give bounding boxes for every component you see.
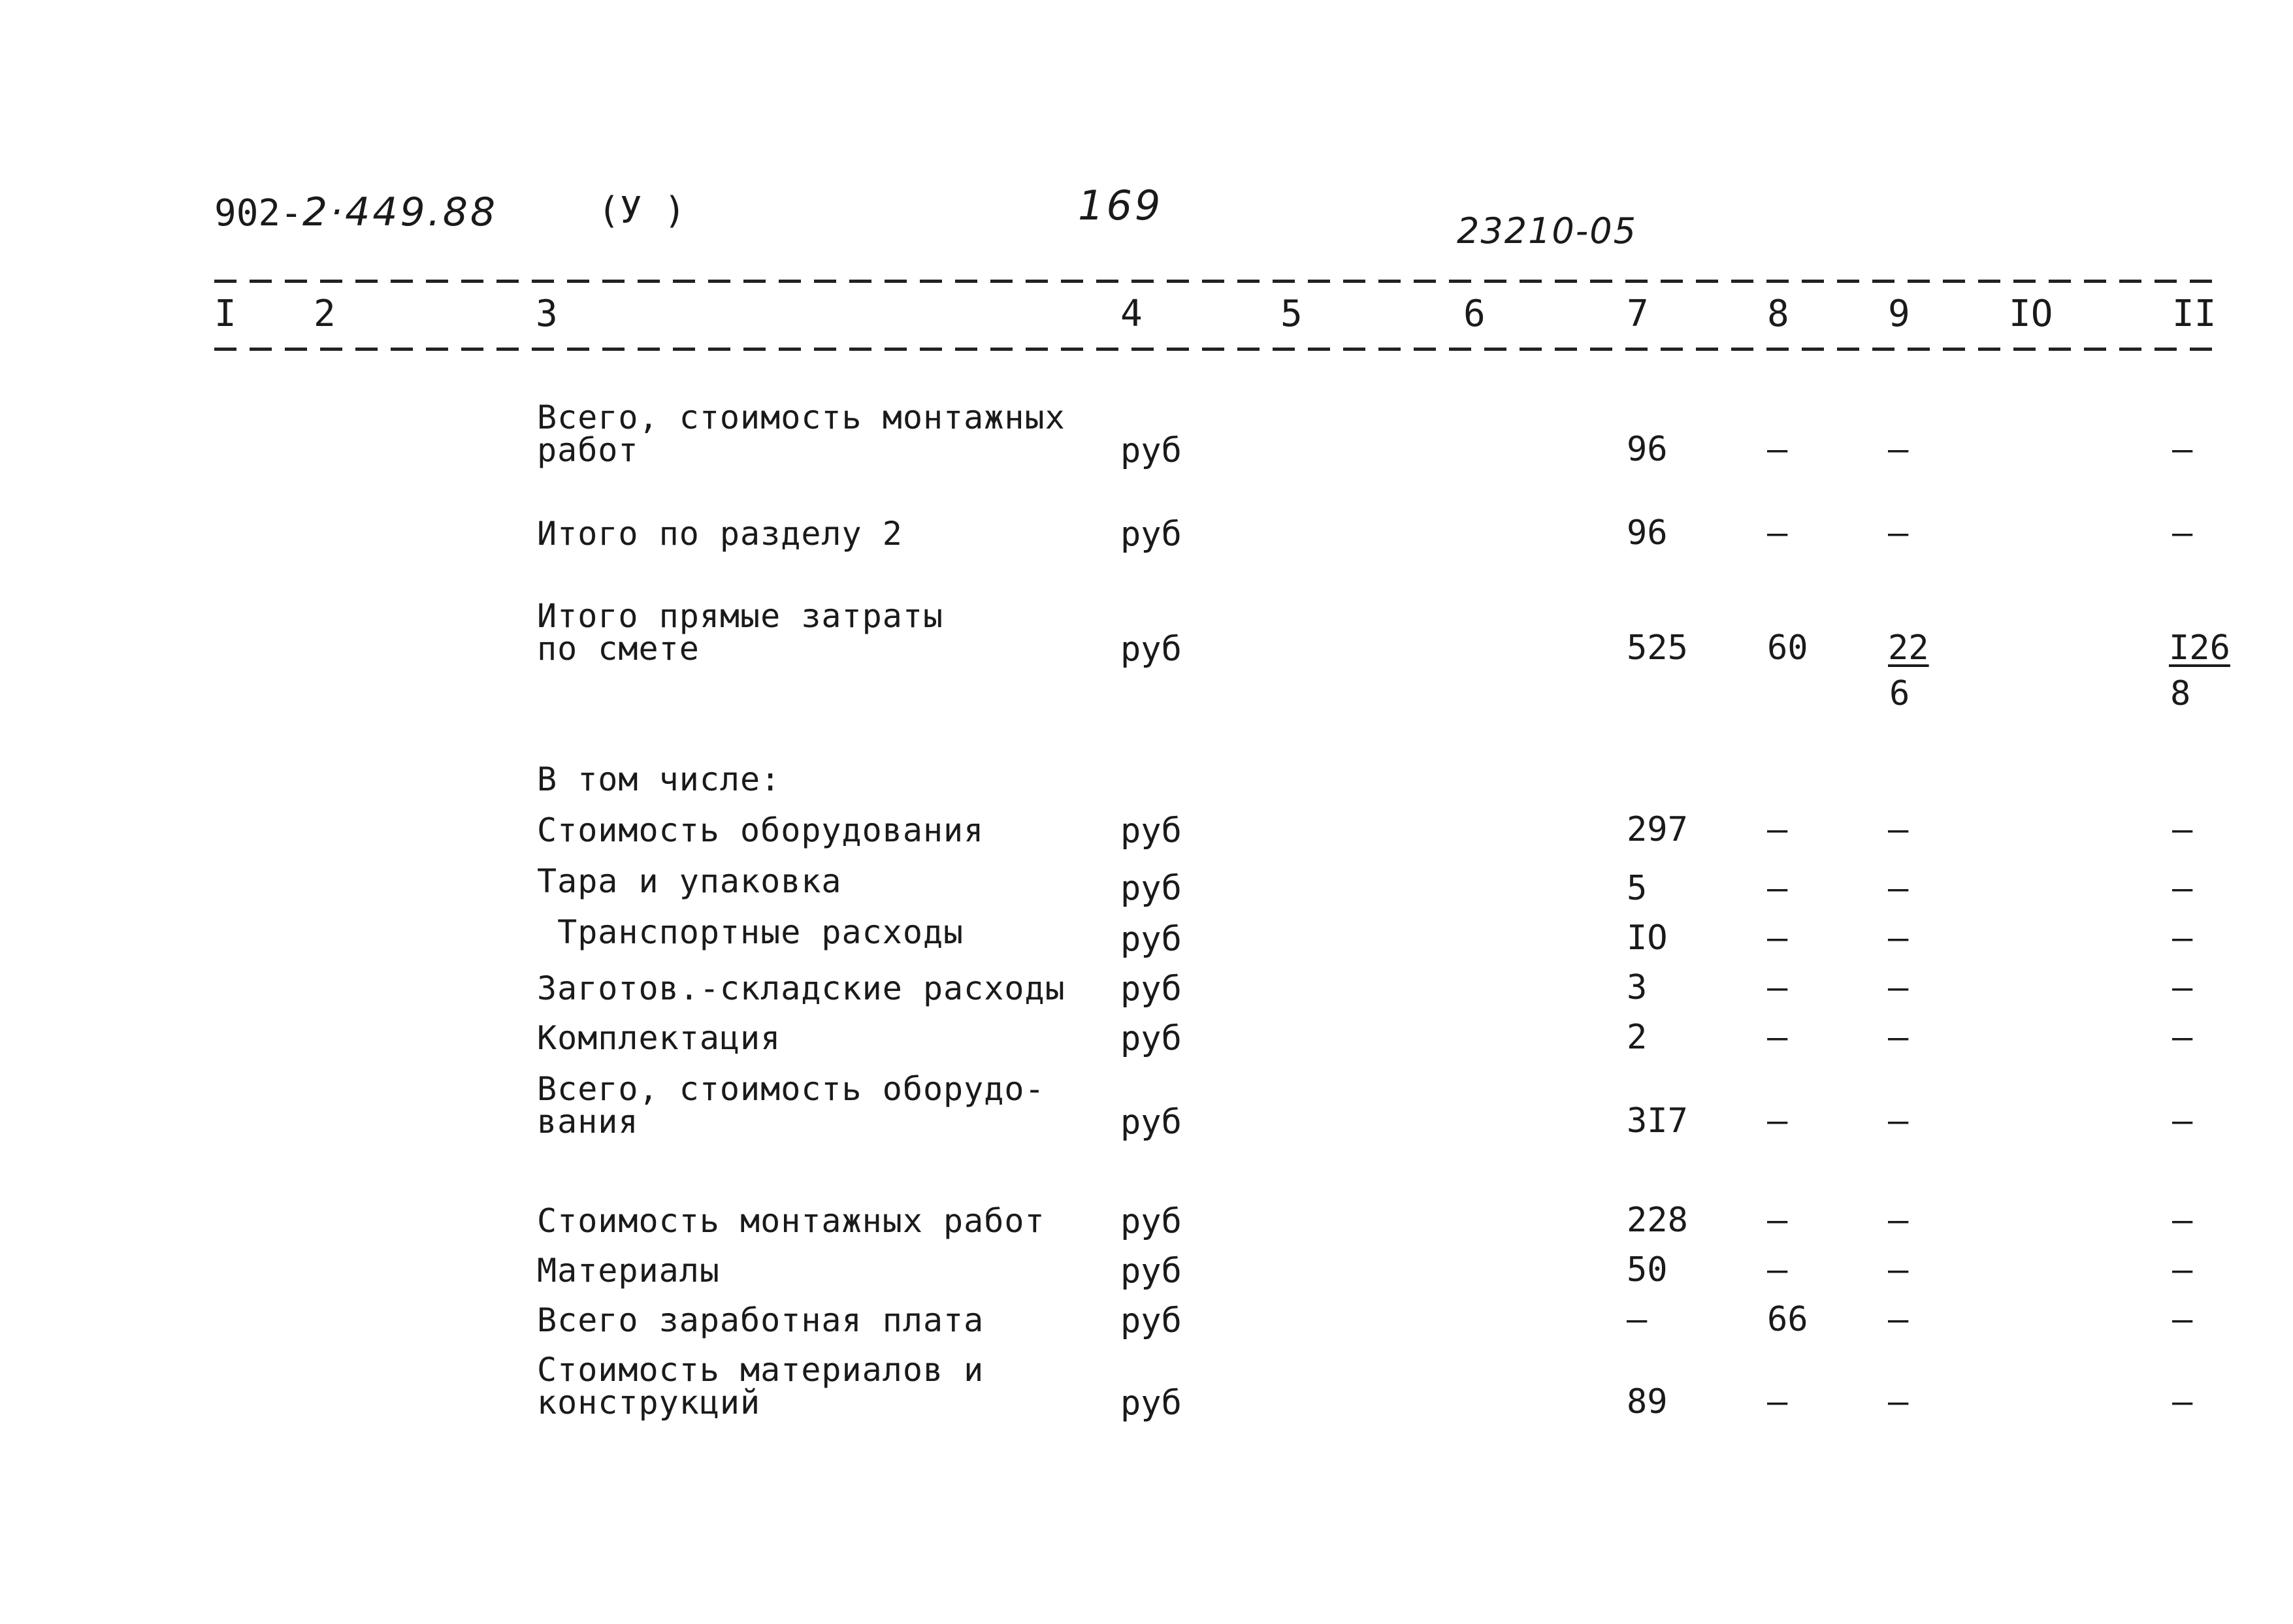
row-col9-value: – — [1888, 918, 1909, 958]
row-unit: руб — [1120, 1252, 1182, 1291]
row-col7-value: 96 — [1627, 430, 1668, 469]
row-col9-value: – — [1888, 513, 1909, 553]
row-unit: руб — [1120, 431, 1182, 470]
row-col7-value: 89 — [1627, 1382, 1668, 1421]
row-name-line: Всего заработная плата — [537, 1301, 984, 1339]
row-col11-value: – — [2172, 1201, 2193, 1240]
row-unit: руб — [1120, 630, 1182, 669]
column-number-2: 2 — [314, 293, 336, 335]
row-col8-value: – — [1767, 810, 1788, 849]
row-col7-value: 2 — [1627, 1018, 1648, 1057]
row-col11-value: – — [2172, 1250, 2193, 1290]
column-number-8: 8 — [1767, 293, 1789, 335]
row-unit: руб — [1120, 969, 1182, 1009]
row-col9-value: – — [1888, 1300, 1909, 1339]
row-col8-value: – — [1767, 1382, 1788, 1421]
row-name-line: Комплектация — [537, 1019, 781, 1057]
row-name-line: Транспортные расходы — [537, 913, 964, 951]
section-label: В том числе: — [537, 760, 781, 798]
row-unit: руб — [1120, 1103, 1182, 1142]
row-col8-value: 60 — [1767, 628, 1808, 668]
row-col8-value: – — [1767, 918, 1788, 958]
row-col8-value: – — [1767, 869, 1788, 908]
row-col7-value: 525 — [1627, 628, 1688, 668]
column-number-10: IO — [2009, 293, 2053, 335]
row-col9-value: – — [1888, 1018, 1909, 1057]
row-col8-value: – — [1767, 430, 1788, 469]
row-col11-value: – — [2172, 918, 2193, 958]
column-header-bottom-rule — [214, 348, 2220, 351]
row-name-line: Всего, стоимость оборудо- — [537, 1070, 1045, 1108]
row-name-line: вания — [537, 1103, 639, 1141]
row-unit: руб — [1120, 869, 1182, 908]
row-unit: руб — [1120, 1019, 1182, 1058]
row-col11-value: – — [2172, 1101, 2193, 1141]
row-name-line: Тара и упаковка — [537, 862, 842, 900]
row-col7-value: 228 — [1627, 1201, 1688, 1240]
row-name-line: Стоимость монтажных работ — [537, 1202, 1045, 1240]
row-col11-value: – — [2172, 1382, 2193, 1421]
row-unit: руб — [1120, 920, 1182, 959]
doc-code — [214, 189, 498, 235]
page-number: 169 — [1078, 182, 1163, 229]
variant-label: (У ) — [598, 189, 686, 232]
row-col11-value: – — [2172, 1300, 2193, 1339]
row-name-line: Итого по разделу 2 — [537, 515, 903, 553]
row-name-line: работ — [537, 431, 639, 469]
row-col9-value: – — [1888, 968, 1909, 1007]
row-col11-value: – — [2172, 968, 2193, 1007]
row-unit: руб — [1120, 1202, 1182, 1241]
row-name-line: Материалы — [537, 1252, 720, 1290]
column-number-1: I — [214, 293, 236, 335]
row-col8-value: 66 — [1767, 1300, 1808, 1339]
column-number-11: II — [2172, 293, 2217, 335]
row-col9-value: – — [1888, 430, 1909, 469]
row-col9-value: – — [1888, 1101, 1909, 1141]
column-number-9: 9 — [1888, 293, 1910, 335]
row-col8-value: – — [1767, 513, 1788, 553]
row-unit: руб — [1120, 1301, 1182, 1340]
row-col8-value: – — [1767, 1018, 1788, 1057]
row-col7-value: IO — [1627, 918, 1668, 958]
row-unit: руб — [1120, 515, 1182, 554]
column-number-7: 7 — [1627, 293, 1649, 335]
row-col7-value: – — [1627, 1300, 1648, 1339]
row-col11-value: – — [2172, 810, 2193, 849]
column-number-4: 4 — [1120, 293, 1143, 335]
row-name-line: Стоимость материалов и — [537, 1351, 984, 1389]
row-unit: руб — [1120, 811, 1182, 851]
row-col7-value: 297 — [1627, 810, 1688, 849]
row-col9-value: – — [1888, 810, 1909, 849]
row-col9-fraction-top: 22 — [1888, 628, 1929, 668]
row-col11-value: – — [2172, 1018, 2193, 1057]
row-col8-value: – — [1767, 1250, 1788, 1290]
column-number-6: 6 — [1463, 293, 1486, 335]
doc-code-handwritten: 2·449.88 — [302, 189, 498, 235]
row-name-line: Заготов.-складские расходы — [537, 969, 1065, 1007]
row-unit: руб — [1120, 1384, 1182, 1423]
row-col8-value: – — [1767, 968, 1788, 1007]
row-col11-value: – — [2172, 869, 2193, 908]
row-col9-fraction-bottom: 6 — [1889, 674, 1910, 713]
row-col11-value: – — [2172, 513, 2193, 553]
row-col7-value: 3I7 — [1627, 1101, 1688, 1141]
row-name-line: Стоимость оборудования — [537, 811, 984, 849]
row-name-line: конструкций — [537, 1384, 761, 1421]
row-col8-value: – — [1767, 1101, 1788, 1141]
row-col11-fraction-top: I26 — [2169, 628, 2230, 668]
row-col9-value: – — [1888, 869, 1909, 908]
row-col11-value: – — [2172, 430, 2193, 469]
row-col7-value: 96 — [1627, 513, 1668, 553]
row-name-line: по смете — [537, 630, 700, 668]
doc-code-prefix: 902- — [214, 192, 302, 235]
row-col8-value: – — [1767, 1201, 1788, 1240]
sheet-code: 23210-05 — [1457, 210, 1637, 252]
column-number-3: 3 — [536, 293, 558, 335]
column-number-5: 5 — [1280, 293, 1303, 335]
row-col9-value: – — [1888, 1382, 1909, 1421]
row-col7-value: 5 — [1627, 869, 1648, 908]
row-col9-value: – — [1888, 1201, 1909, 1240]
row-col7-value: 3 — [1627, 968, 1648, 1007]
row-col11-fraction-bottom: 8 — [2170, 674, 2191, 713]
row-col7-value: 50 — [1627, 1250, 1668, 1290]
row-name-line: Всего, стоимость монтажных — [537, 398, 1065, 436]
column-header-top-rule — [214, 280, 2220, 283]
row-name-line: Итого прямые затраты — [537, 597, 944, 635]
row-col9-value: – — [1888, 1250, 1909, 1290]
